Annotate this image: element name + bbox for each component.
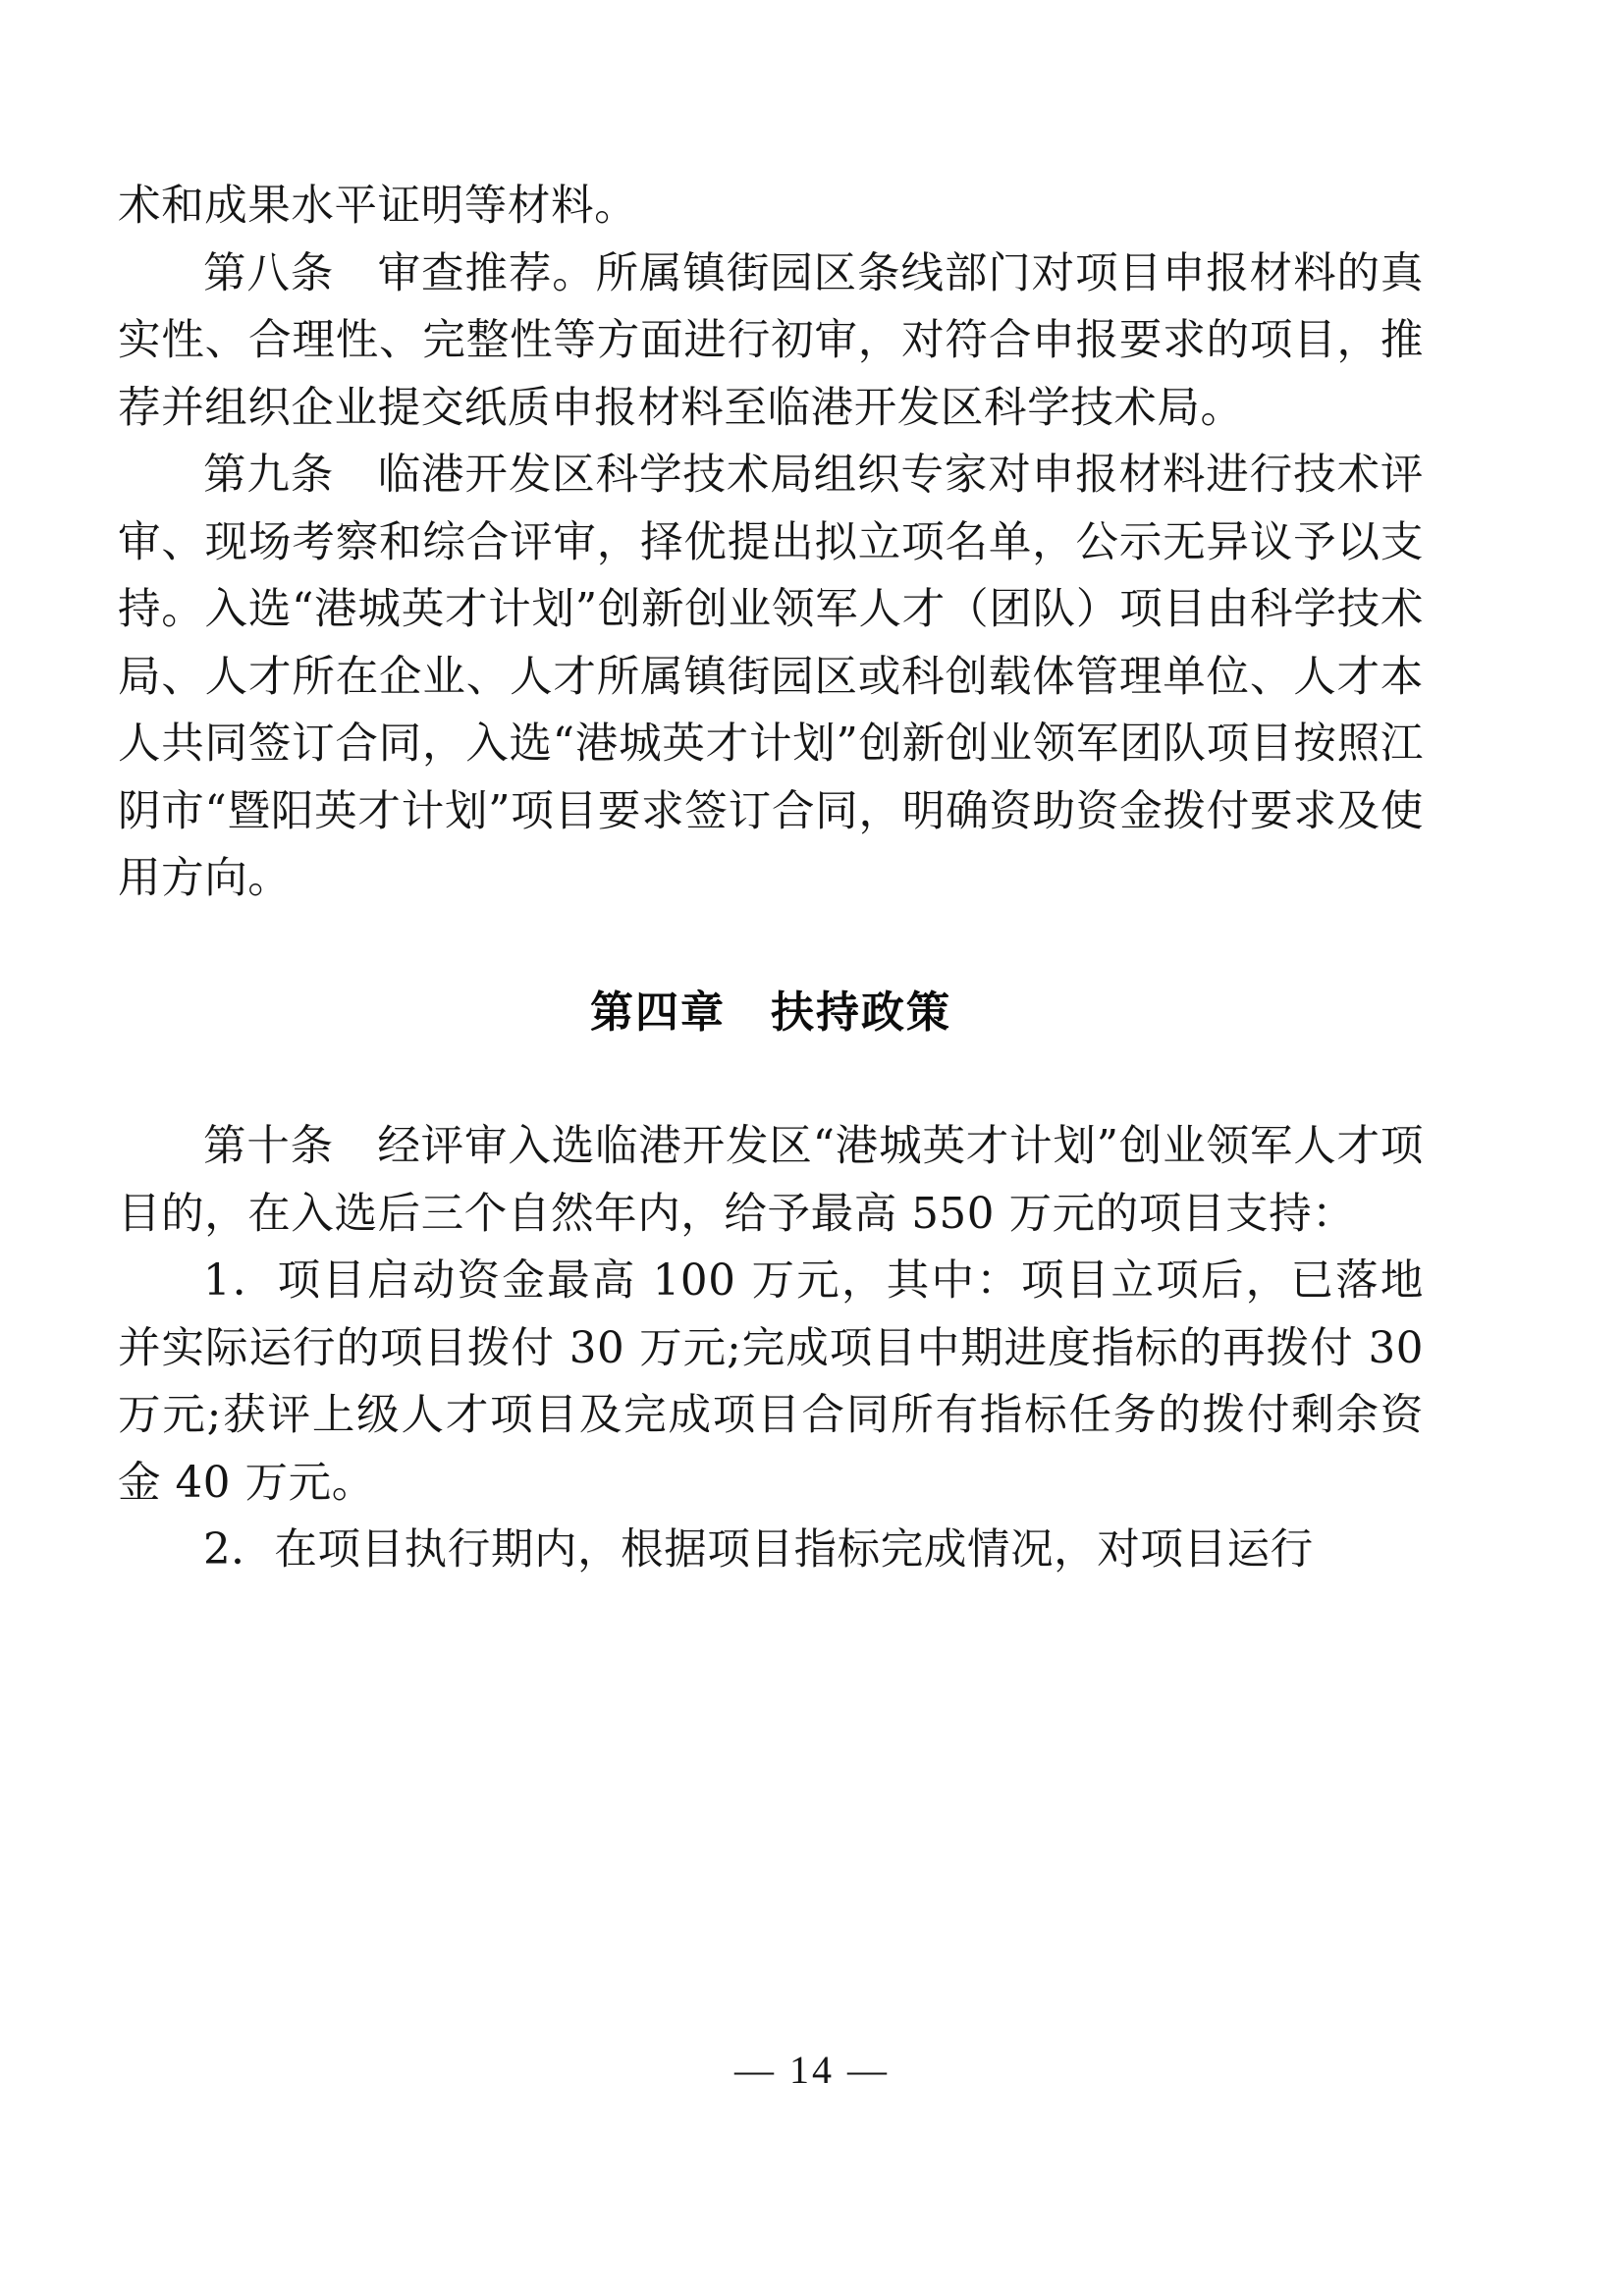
paragraph-article-9: 第九条 临港开发区科学技术局组织专家对申报材料进行技术评审、现场考察和综合评审，择优提出拟立项名单，公示无异议予以支持。入选“港城英才计划”创新创业领军人才（团队）项目由科学技术局、人才所在企业、人才所属镇街园区或科创载体管理单位、人才本人共同签订合同，入选“港城英才计划”创新创业领军团队项目按照江阴市“暨阳英才计划”项目要求签订合同，明确资助资金拨付要求及使用方向。: [118, 451, 1424, 903]
paragraph-continued-article7: 术和成果水平证明等材料。: [118, 182, 638, 231]
heading-spacer-top: [118, 913, 1424, 980]
paragraph-item-2: 2．在项目执行期内，根据项目指标完成情况，对项目运行: [203, 1525, 1314, 1575]
chapter-heading: 第四章 扶持政策: [590, 987, 951, 1038]
paragraph-item-1: 1．项目启动资金最高 100 万元，其中：项目立项后，已落地并实际运行的项目拨付 30 万元;完成项目中期进度指标的再拨付 30 万元;获评上级人才项目及完成项目合同所有指标任务的拨付剩余资金 40 万元。: [118, 1256, 1424, 1508]
paragraph-article-8: 第八条 审查推荐。所属镇街园区条线部门对项目申报材料的真实性、合理性、完整性等方面进行初审，对符合申报要求的项目，推荐并组织企业提交纸质申报材料至临港开发区科学技术局。: [118, 248, 1424, 433]
page-number: — 14 —: [734, 2048, 890, 2092]
document-body: [118, 173, 1424, 1584]
heading-spacer-bottom: [118, 1046, 1424, 1113]
paragraph-article-10: 第十条 经评审入选临港开发区“港城英才计划”创业领军人才项目的，在入选后三个自然年内，给予最高 550 万元的项目支持：: [118, 1122, 1424, 1239]
